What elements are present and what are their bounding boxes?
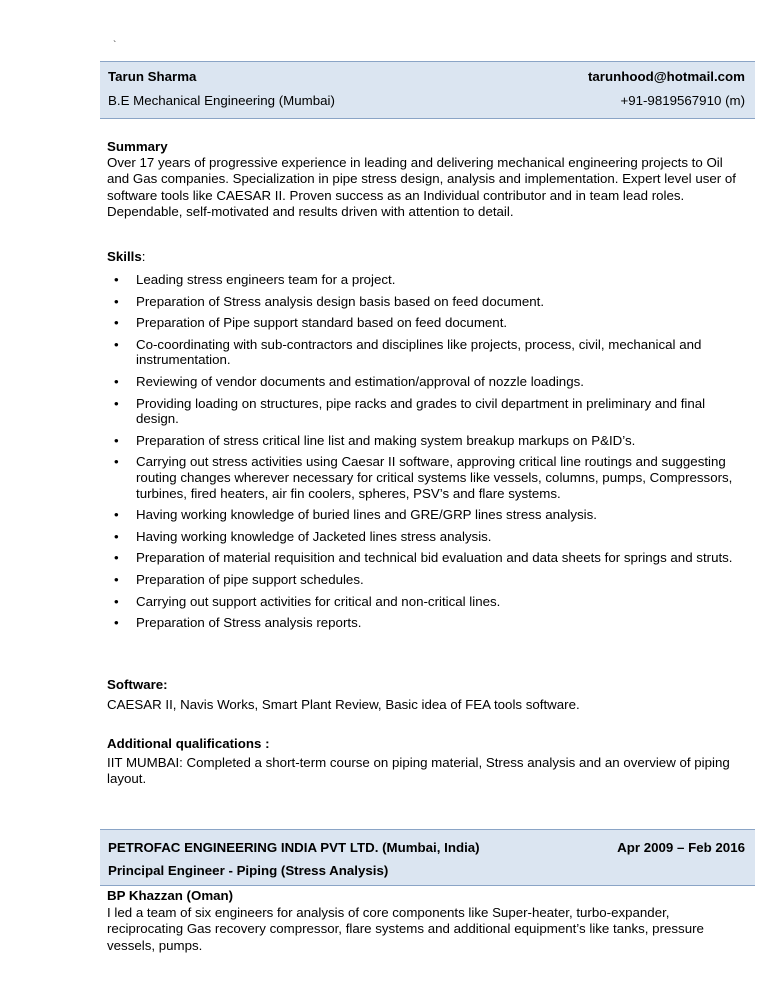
- bullet-icon: •: [114, 593, 119, 609]
- job-title: Principal Engineer - Piping (Stress Analysis): [108, 863, 389, 878]
- list-item: [107, 315, 747, 331]
- bullet-icon: •: [114, 615, 119, 631]
- additional-qualifications-text: IIT MUMBAI: Completed a short-term course on piping material, Stress analysis and an overview of piping layout.: [107, 755, 730, 787]
- list-item: [107, 594, 747, 610]
- bullet-icon: •: [114, 432, 119, 448]
- skills-heading-colon: :: [141, 249, 146, 264]
- skill-text: Having working knowledge of buried lines and GRE/GRP lines stress analysis.: [136, 507, 597, 523]
- employment-dates: Apr 2009 – Feb 2016: [617, 840, 745, 855]
- software-section: [107, 677, 747, 713]
- skill-text: Preparation of Pipe support standard based on feed document.: [136, 315, 508, 331]
- bullet-icon: •: [114, 293, 119, 309]
- summary-section: [107, 139, 747, 220]
- list-item: [107, 374, 747, 390]
- skill-text: Carrying out support activities for critical and non-critical lines.: [136, 593, 501, 609]
- bullet-icon: •: [114, 528, 119, 544]
- skill-text: Carrying out stress activities using Caesar II software, approving critical line routings and suggesting routing changes wherever necessary for critical systems like vessels, columns, pumps, Compressors, turbines, fired heaters, air fin coolers, spheres, PSV’s and flare systems.: [136, 454, 733, 501]
- phone-number: +91-9819567910 (m): [620, 93, 745, 108]
- list-item: [107, 272, 747, 288]
- list-item: [107, 529, 747, 545]
- skill-text: Preparation of stress critical line list and making system breakup markups on P&ID’s.: [136, 432, 636, 448]
- skill-text: Providing loading on structures, pipe racks and grades to civil department in preliminary and final design.: [136, 395, 706, 427]
- skill-text: Having working knowledge of Jacketed lines stress analysis.: [136, 528, 492, 544]
- skills-heading-block: [107, 249, 747, 265]
- list-item: [107, 396, 747, 427]
- bullet-icon: •: [114, 454, 119, 470]
- bullet-icon: •: [114, 373, 119, 389]
- summary-text: Over 17 years of progressive experience in leading and delivering mechanical engineering projects to Oil and Gas companies. Specialization in pipe stress design, analysis and implementation. Expert level user of software tools like CAESAR II. Proven success as an Individual contributor and in team lead roles. Dependable, self-motivated and results driven with attention to detail.: [107, 155, 736, 219]
- contact-header: [100, 61, 755, 119]
- list-item: [107, 550, 747, 566]
- bullet-icon: •: [114, 550, 119, 566]
- experience-header: [100, 829, 755, 886]
- project-description: I led a team of six engineers for analysis of core components like Super-heater, turbo-expander, reciprocating Gas recovery compressor, flare systems and additional equipment’s like tanks, pressure vessels, pumps.: [107, 905, 704, 953]
- stray-mark: `: [113, 40, 117, 51]
- list-item: [107, 615, 747, 631]
- bullet-icon: •: [114, 315, 119, 331]
- bullet-icon: •: [114, 272, 119, 287]
- skill-text: Leading stress engineers team for a project.: [136, 272, 396, 287]
- additional-qualifications-heading: Additional qualifications :: [107, 736, 270, 751]
- skill-text: Preparation of material requisition and technical bid evaluation and data sheets for springs and struts.: [136, 550, 733, 566]
- list-item: [107, 572, 747, 588]
- software-text: CAESAR II, Navis Works, Smart Plant Review, Basic idea of FEA tools software.: [107, 697, 580, 712]
- list-item: [107, 337, 747, 368]
- company-name: PETROFAC ENGINEERING INDIA PVT LTD. (Mumbai, India): [108, 840, 480, 855]
- list-item: [107, 294, 747, 310]
- software-heading: Software:: [107, 677, 168, 692]
- bullet-icon: •: [114, 507, 119, 523]
- degree: B.E Mechanical Engineering (Mumbai): [108, 93, 335, 108]
- project-name: BP Khazzan (Oman): [107, 888, 234, 903]
- bullet-icon: •: [114, 336, 119, 352]
- list-item: [107, 433, 747, 449]
- additional-qualifications-section: [107, 736, 747, 788]
- skills-list: [107, 272, 747, 631]
- skill-text: Co-coordinating with sub-contractors and disciplines like projects, process, civil, mechanical and instrumentation.: [136, 336, 702, 368]
- skill-text: Preparation of pipe support schedules.: [136, 571, 364, 587]
- skill-text: Preparation of Stress analysis design basis based on feed document.: [136, 293, 545, 309]
- skill-text: Reviewing of vendor documents and estimation/approval of nozzle loadings.: [136, 373, 584, 389]
- bullet-icon: •: [114, 571, 119, 587]
- summary-heading: Summary: [107, 139, 168, 154]
- project-section: [107, 888, 747, 954]
- candidate-name: Tarun Sharma: [108, 69, 197, 84]
- skills-heading: Skills: [107, 249, 142, 264]
- list-item: [107, 507, 747, 523]
- email-address: tarunhood@hotmail.com: [587, 69, 745, 84]
- bullet-icon: •: [114, 395, 119, 411]
- list-item: [107, 454, 747, 501]
- skill-text: Preparation of Stress analysis reports.: [136, 615, 362, 631]
